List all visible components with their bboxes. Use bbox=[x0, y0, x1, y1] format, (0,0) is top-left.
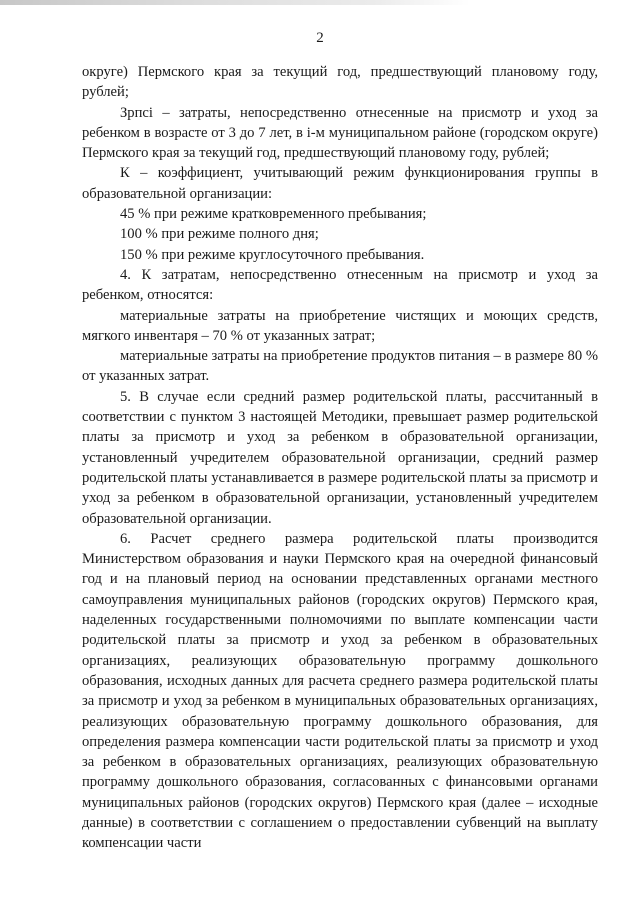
list-item: 150 % при режиме круглосуточного пребывания. bbox=[120, 246, 425, 263]
paragraph: 6. Расчет среднего размера родительской платы производится Министерством образования и науки Пермского края на очередной финансовый год и на плановый период на основании представленных органами местного самоуправления муниципальных районов (городских округов) Пермского края, наделенных государственными полномочиями по выплате компенсации части родительской платы за присмотр и уход за ребенком в образовательных организациях, реализующих образовательную программу дошкольного образования, исходных данных для расчета среднего размера родительской платы за присмотр и уход за ребенком в муниципальных образовательных организациях, реализующих образовательную программу дошкольного образования, для определения размера компенсации части родительской платы за присмотр и уход за ребенком в образовательных организациях, реализующих образовательную программу дошкольного образования, согласованных с финансовыми органами муниципальных районов (городских округов) Пермского края (далее – исходные данные) в соответствии с соглашением о предоставлении субвенций на выплату компенсации части bbox=[82, 530, 598, 852]
list-item: 45 % при режиме кратковременного пребывания; bbox=[120, 206, 427, 223]
paragraph: материальные затраты на приобретение чистящих и моющих средств, мягкого инвентаря – 70 % от указанных затрат; bbox=[82, 307, 598, 344]
scan-artifact-line bbox=[0, 0, 470, 5]
document-body bbox=[82, 62, 598, 854]
paragraph: 5. В случае если средний размер родительской платы, рассчитанный в соответствии с пунктом 3 настоящей Методики, превышает размер родительской платы за присмотр и уход за ребенком в образовательной организации, установленный учредителем образовательной организации, средний размер родительской платы устанавливается в размере родительской платы за присмотр и уход за ребенком в образовательной организации, установленный учредителем образовательной организации. bbox=[82, 388, 598, 527]
paragraph: К – коэффициент, учитывающий режим функционирования группы в образовательной организации: bbox=[82, 165, 598, 202]
paragraph: Зрпсі – затраты, непосредственно отнесенные на присмотр и уход за ребенком в возрасте от 3 до 7 лет, в i-м муниципальном районе (городском округе) Пермского края за текущий год, предшествующий плановому году, рублей; bbox=[82, 104, 598, 162]
paragraph: материальные затраты на приобретение продуктов питания – в размере 80 % от указанных затрат. bbox=[82, 348, 598, 385]
page-number: 2 bbox=[316, 30, 324, 46]
paragraph: округе) Пермского края за текущий год, предшествующий плановому году, рублей; bbox=[82, 64, 598, 101]
paragraph: 4. К затратам, непосредственно отнесенным на присмотр и уход за ребенком, относятся: bbox=[82, 266, 598, 304]
list-item: 100 % при режиме полного дня; bbox=[120, 226, 319, 243]
